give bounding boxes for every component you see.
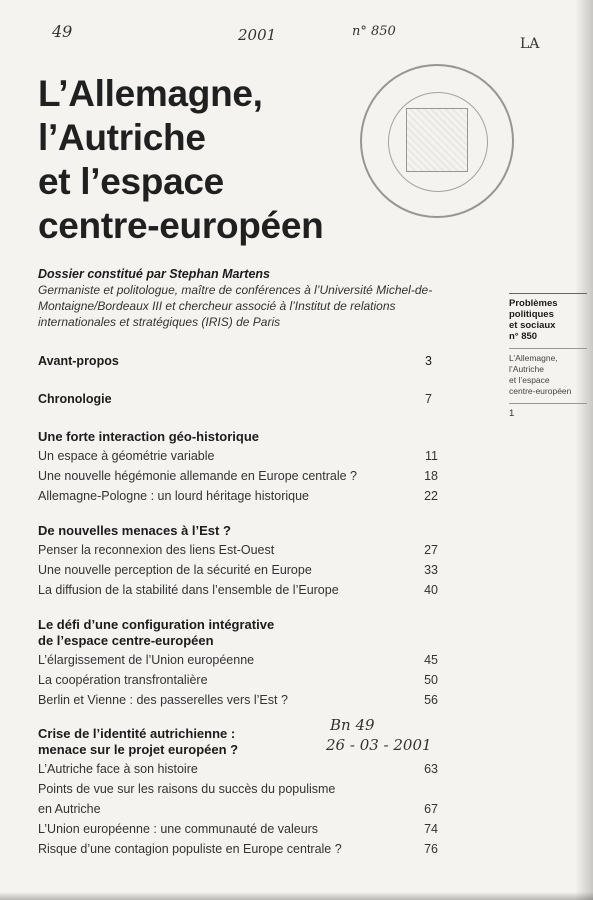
handwritten-year: 2001 — [238, 26, 277, 44]
toc-item: Une nouvelle perception de la sécurité en Europe — [38, 563, 312, 577]
toc-item-page: 76 — [424, 842, 438, 856]
section-4-title-line-1: Crise de l’identité autrichienne : — [38, 726, 236, 741]
stamp-emblem — [406, 108, 468, 172]
handwritten-registration-number: Bn 49 — [330, 716, 375, 734]
toc-avant-propos — [38, 354, 438, 374]
toc-item: Allemagne-Pologne : un lourd héritage historique — [38, 489, 310, 503]
toc-item-page: 22 — [424, 489, 438, 503]
dossier-description-line-2: Montaigne/Bordeaux III et chercheur associé à l’Institut de relations — [38, 299, 396, 313]
toc-item: La diffusion de la stabilité dans l’ensemble de l’Europe — [38, 583, 339, 597]
toc-section-1 — [38, 429, 438, 509]
handwritten-issue-number: n° 850 — [352, 24, 396, 39]
toc-item-page: 27 — [424, 543, 438, 557]
sidebar-rule-3 — [509, 403, 587, 404]
sidebar-series-line-2: politiques — [509, 309, 554, 320]
section-1-title: Une forte interaction géo-historique — [38, 429, 260, 444]
toc-item: Un espace à géométrie variable — [38, 449, 215, 463]
page-edge — [0, 892, 593, 900]
section-3-title-line-1: Le défi d’une configuration intégrative — [38, 617, 275, 632]
toc-item-page: 67 — [424, 802, 438, 816]
dossier-description-line-1: Germaniste et politologue, maître de conférences à l’Université Michel-de- — [38, 283, 433, 297]
toc-item: L’Autriche face à son histoire — [38, 762, 198, 776]
series-sidebar — [509, 293, 587, 419]
toc-item-page: 11 — [425, 449, 438, 463]
handwritten-registration-date: 26 - 03 - 2001 — [326, 736, 432, 754]
sidebar-series-line-1: Problèmes — [509, 298, 558, 309]
toc-item-page: 74 — [424, 822, 438, 836]
toc-item: Penser la reconnexion des liens Est-Ouest — [38, 543, 275, 557]
section-4-title-line-2: menace sur le projet européen ? — [38, 742, 239, 757]
sidebar-rule — [509, 293, 587, 294]
sidebar-title-line-3: et l’espace — [509, 375, 550, 385]
title-line-3: et l’espace — [38, 161, 224, 202]
title-line-1: L’Allemagne, — [38, 73, 263, 114]
title-line-4: centre-européen — [38, 205, 324, 246]
library-stamp — [360, 64, 514, 218]
toc-item: Risque d’une contagion populiste en Europe centrale ? — [38, 842, 342, 856]
dossier-description-line-3: internationales et stratégiques (IRIS) de Paris — [38, 315, 281, 329]
page-shadow — [575, 0, 593, 900]
toc-item-page: 33 — [424, 563, 438, 577]
section-3-title-line-2: de l’espace centre-européen — [38, 633, 214, 648]
dossier-block — [38, 266, 508, 330]
toc-item-page: 63 — [424, 762, 438, 776]
toc-section-2 — [38, 523, 438, 603]
toc-chronologie-label: Chronologie — [38, 392, 112, 406]
sidebar-title-line-2: l’Autriche — [509, 364, 544, 374]
sidebar-title-line-1: L’Allemagne, — [509, 353, 558, 363]
toc-item: Une nouvelle hégémonie allemande en Europe centrale ? — [38, 469, 357, 483]
sidebar-series-line-4: n° 850 — [509, 331, 538, 342]
toc-item-page: 45 — [424, 653, 438, 667]
toc-item-page: 40 — [424, 583, 438, 597]
toc-section-3 — [38, 617, 438, 713]
section-2-title: De nouvelles menaces à l’Est ? — [38, 523, 231, 538]
toc-avant-propos-label: Avant-propos — [38, 354, 119, 368]
toc-chronologie-page: 7 — [425, 392, 432, 406]
toc-item: en Autriche — [38, 802, 101, 816]
toc-item: La coopération transfrontalière — [38, 673, 208, 687]
sidebar-rule-2 — [509, 348, 587, 349]
handwritten-corner-number: 49 — [52, 22, 73, 41]
title-line-2: l’Autriche — [38, 117, 206, 158]
document-title — [38, 72, 323, 248]
toc-item-page: 18 — [424, 469, 438, 483]
toc-chronologie — [38, 392, 438, 412]
toc-item-page: 50 — [424, 673, 438, 687]
toc-item: L’Union européenne : une communauté de valeurs — [38, 822, 319, 836]
toc-item: Berlin et Vienne : des passerelles vers l’Est ? — [38, 693, 288, 707]
sidebar-title-line-4: centre-européen — [509, 386, 572, 396]
toc-avant-propos-page: 3 — [425, 354, 432, 368]
toc-item-page: 56 — [424, 693, 438, 707]
toc-item: L’élargissement de l’Union européenne — [38, 653, 255, 667]
dossier-heading: Dossier constitué par Stephan Martens — [38, 267, 271, 281]
sidebar-page-number: 1 — [509, 408, 515, 419]
handwritten-corner-code: LA — [520, 36, 540, 52]
toc-item: Points de vue sur les raisons du succès du populisme — [38, 782, 336, 796]
sidebar-series-line-3: et sociaux — [509, 320, 556, 331]
